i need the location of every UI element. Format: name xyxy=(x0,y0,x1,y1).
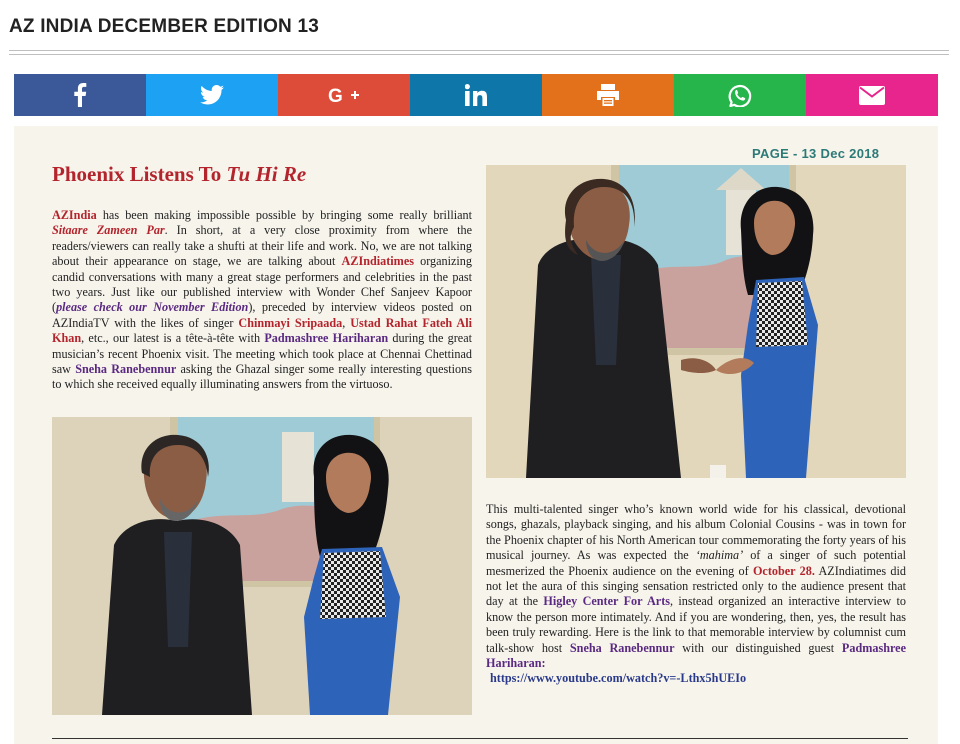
para-text: . In short, at a very close proximity from where the readers/viewers can really take a shufti at their life and work. No, we are not talking about their appearance on stage, we are talking about xyxy=(52,223,472,269)
para-text: , xyxy=(342,315,351,330)
google-plus-icon xyxy=(328,85,360,105)
photo-pose xyxy=(52,417,472,715)
article-paragraph-details xyxy=(486,502,906,687)
para-text: of a singer of such potential mesmerized the Phoenix audience on the evening of xyxy=(486,548,906,578)
linkedin-share-button[interactable] xyxy=(410,74,542,116)
email-icon xyxy=(859,86,885,105)
photo-conversation xyxy=(486,165,906,478)
person-name: Sneha Ranebennur xyxy=(75,362,177,377)
para-highlight: ‘mahima’ xyxy=(695,548,744,563)
para-text: , etc., our latest is a tête-à-tête with xyxy=(81,331,265,346)
brand-azindiatimes: AZIndiatimes xyxy=(341,254,414,269)
title-rule-top xyxy=(9,50,949,51)
article-paragraph-intro xyxy=(52,208,472,393)
twitter-icon xyxy=(200,85,224,105)
twitter-share-button[interactable] xyxy=(146,74,278,116)
magazine-bottom-rule xyxy=(52,738,908,739)
venue-name: Higley Center For Arts xyxy=(543,594,670,609)
svg-text:G: G xyxy=(328,86,343,105)
para-text: with our distinguished guest xyxy=(674,640,842,655)
interview-video-link: https://www.youtube.com/watch?v=-Lthx5hUEIo xyxy=(490,671,747,686)
para-highlight: Sitaare Zameen Par xyxy=(52,223,165,238)
facebook-icon xyxy=(73,83,87,107)
para-text: This multi-talented singer who’s known world wide for his classical, devotional songs, ghazals, playback singing, and his album Colonial Cousins - was in town for the Phoenix chapter of his North American tour commemorating the forty years of his musical journey. As was expected the xyxy=(486,502,906,563)
para-text: has been making impossible possible by bringing some really brilliant xyxy=(96,208,472,222)
para-highlight: please check our November Edition xyxy=(56,300,249,315)
google-plus-share-button[interactable] xyxy=(278,74,410,116)
whatsapp-icon xyxy=(728,83,752,107)
print-button[interactable] xyxy=(542,74,674,116)
person-name: Padmashree Hariharan xyxy=(264,331,389,346)
person-name: Padmashree Hariharan: xyxy=(486,640,906,671)
article-heading xyxy=(52,162,306,187)
email-share-button[interactable] xyxy=(806,74,938,116)
linkedin-icon xyxy=(465,84,487,106)
title-rule-bottom xyxy=(9,54,949,55)
heading-italic: Tu Hi Re xyxy=(226,162,307,186)
person-name: Sneha Ranebennur xyxy=(569,640,675,655)
facebook-share-button[interactable] xyxy=(14,74,146,116)
para-text: asking the Ghazal singer some really interesting questions to which she received equally illuminating answers from the virtuoso. xyxy=(52,362,472,392)
brand-azindia: AZIndia xyxy=(52,208,97,222)
heading-text: Phoenix Listens To xyxy=(52,162,227,186)
para-text: during the great musician’s recent Phoenix visit. The meeting which took place at Chennai Chettinad saw xyxy=(52,331,472,377)
event-date: October 28. xyxy=(752,563,815,578)
para-text: , instead organized an interactive interview to know the person more intimately. And if you are wondering, then, yes, the result has been truly rewarding. Here is the link to that memorable interview by columnist cum talk-show host xyxy=(486,594,906,655)
para-text: ), preceded by interview videos posted on AZIndiaTV with the likes of singer xyxy=(52,300,472,330)
para-text: organizing candid conversations with many a great stage performers and celebrities in the past two years. Just like our published interview with Wonder Chef Sanjeev Kapoor ( xyxy=(52,254,472,315)
page-title: AZ INDIA DECEMBER EDITION 13 xyxy=(9,16,319,37)
print-icon xyxy=(596,84,620,106)
person-name: Chinmayi Sripaada xyxy=(238,315,343,330)
magazine-page-label: PAGE - 13 Dec 2018 xyxy=(752,146,880,161)
share-bar xyxy=(14,74,938,116)
person-name: Ustad Rahat Fateh Ali Khan xyxy=(52,315,472,346)
whatsapp-share-button[interactable] xyxy=(674,74,806,116)
para-text: AZIndiatimes did not let the aura of this singing sensation restricted only to the audience present that day at the xyxy=(486,563,906,609)
